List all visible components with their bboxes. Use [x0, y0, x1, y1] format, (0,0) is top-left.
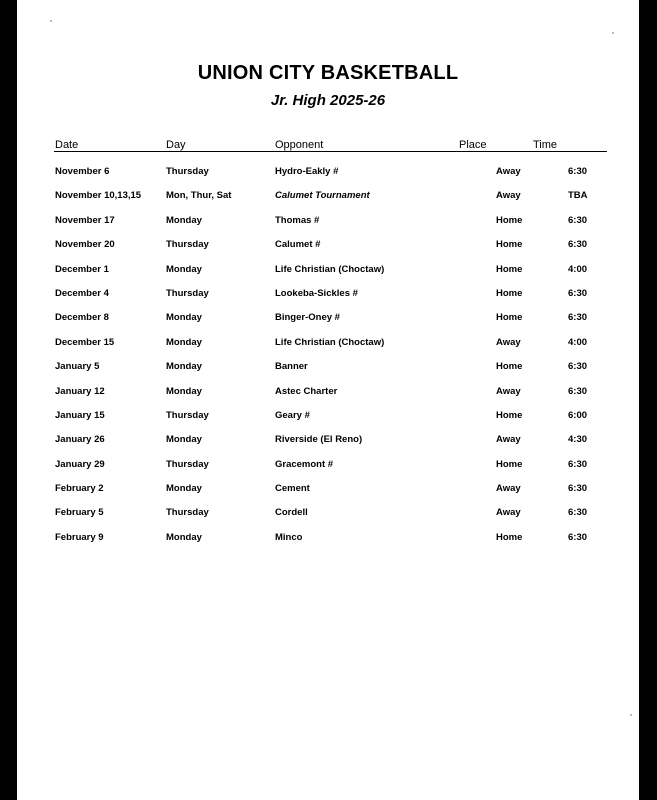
column-header-opponent: Opponent: [275, 139, 324, 151]
cell-time: 6:30: [568, 361, 588, 373]
document-page: [17, 0, 639, 800]
cell-day: Thursday: [166, 507, 209, 519]
cell-place: Home: [496, 361, 523, 373]
cell-place: Home: [496, 239, 523, 251]
cell-day: Monday: [166, 263, 202, 275]
cell-place: Home: [496, 409, 523, 421]
cell-opponent: Banner: [275, 361, 308, 373]
cell-opponent: Hydro-Eakly #: [275, 166, 339, 177]
cell-place: Away: [496, 434, 521, 446]
table-row: [17, 355, 639, 379]
scan-speck: [612, 32, 614, 34]
cell-opponent: Geary #: [275, 409, 310, 421]
table-row: [17, 306, 639, 330]
table-row: [17, 184, 639, 208]
cell-day: Monday: [166, 434, 202, 446]
cell-place: Away: [496, 507, 521, 519]
cell-date: December 4: [55, 287, 109, 299]
scan-speck: [50, 20, 52, 22]
cell-opponent: Thomas #: [275, 214, 320, 226]
cell-date: November 17: [55, 214, 115, 226]
cell-place: Home: [496, 458, 523, 470]
table-row: [17, 380, 639, 404]
cell-time: 6:30: [568, 312, 588, 324]
cell-day: Monday: [166, 312, 202, 324]
cell-time: 6:30: [568, 214, 588, 226]
cell-place: Home: [496, 263, 523, 275]
table-row: [17, 282, 639, 306]
cell-date: November 10,13,15: [55, 190, 142, 202]
cell-time: TBA: [568, 190, 588, 202]
cell-opponent: Life Christian (Choctaw): [275, 263, 385, 275]
cell-day: Monday: [166, 483, 202, 495]
cell-place: Away: [496, 336, 521, 348]
cell-opponent: Riverside (El Reno): [275, 434, 363, 446]
page-subtitle: Jr. High 2025-26: [270, 92, 386, 109]
cell-time: 4:00: [568, 263, 588, 275]
cell-time: 4:30: [568, 434, 588, 446]
cell-time: 6:30: [568, 287, 588, 299]
column-header-place: Place: [459, 139, 487, 151]
table-row: [17, 404, 639, 428]
cell-day: Thursday: [166, 166, 209, 177]
cell-place: Away: [496, 385, 521, 397]
cell-time: 6:30: [568, 458, 588, 470]
cell-date: December 8: [55, 312, 109, 324]
cell-opponent: Gracemont #: [275, 458, 334, 470]
cell-time: 6:30: [568, 385, 588, 397]
table-row: [17, 160, 639, 184]
cell-date: February 5: [55, 507, 104, 519]
cell-date: January 26: [55, 434, 105, 446]
cell-date: November 6: [55, 166, 110, 177]
cell-place: Away: [496, 166, 521, 177]
cell-day: Thursday: [166, 458, 209, 470]
cell-opponent: Astec Charter: [275, 385, 338, 397]
cell-opponent: Binger-Oney #: [275, 312, 340, 324]
cell-day: Thursday: [166, 287, 209, 299]
cell-day: Mon, Thur, Sat: [166, 190, 232, 202]
cell-date: January 12: [55, 385, 105, 397]
cell-time: 4:00: [568, 336, 588, 348]
cell-day: Monday: [166, 214, 202, 226]
cell-time: 6:00: [568, 409, 588, 421]
cell-day: Monday: [166, 385, 202, 397]
cell-place: Home: [496, 214, 523, 226]
table-row: [17, 526, 639, 550]
cell-day: Monday: [166, 361, 202, 373]
cell-opponent: Calumet #: [275, 239, 321, 251]
cell-date: January 5: [55, 361, 100, 373]
cell-place: Away: [496, 483, 521, 495]
scan-speck: [630, 714, 632, 716]
table-row: [17, 233, 639, 257]
table-row: [17, 209, 639, 233]
cell-date: November 20: [55, 239, 115, 251]
cell-place: Home: [496, 287, 523, 299]
table-row: [17, 453, 639, 477]
cell-date: January 15: [55, 409, 105, 421]
cell-day: Monday: [166, 336, 202, 348]
cell-time: 6:30: [568, 483, 588, 495]
cell-day: Thursday: [166, 409, 209, 421]
cell-date: February 2: [55, 483, 104, 495]
cell-place: Home: [496, 312, 523, 324]
cell-date: January 29: [55, 458, 105, 470]
cell-time: 6:30: [568, 166, 588, 177]
schedule-table: [17, 160, 639, 550]
cell-place: Home: [496, 531, 523, 543]
table-row: [17, 477, 639, 501]
cell-opponent: Life Christian (Choctaw): [275, 336, 385, 348]
cell-opponent: Cordell: [275, 507, 308, 519]
cell-date: December 1: [55, 263, 109, 275]
page-title: UNION CITY BASKETBALL: [197, 62, 459, 84]
cell-time: 6:30: [568, 239, 588, 251]
cell-day: Thursday: [166, 239, 209, 251]
cell-opponent: Minco: [275, 531, 303, 543]
column-header-day: Day: [166, 139, 186, 151]
header-divider: [54, 151, 607, 152]
table-row: [17, 258, 639, 282]
cell-time: 6:30: [568, 531, 588, 543]
cell-opponent: Lookeba-Sickles #: [275, 287, 358, 299]
cell-place: Away: [496, 190, 521, 202]
column-header-time: Time: [533, 139, 558, 151]
cell-opponent: Calumet Tournament: [275, 190, 370, 202]
column-header-date: Date: [55, 139, 79, 151]
table-row: [17, 501, 639, 525]
cell-opponent: Cement: [275, 483, 310, 495]
table-row: [17, 331, 639, 355]
cell-time: 6:30: [568, 507, 588, 519]
cell-date: February 9: [55, 531, 104, 543]
cell-date: December 15: [55, 336, 115, 348]
cell-day: Monday: [166, 531, 202, 543]
table-row: [17, 428, 639, 452]
